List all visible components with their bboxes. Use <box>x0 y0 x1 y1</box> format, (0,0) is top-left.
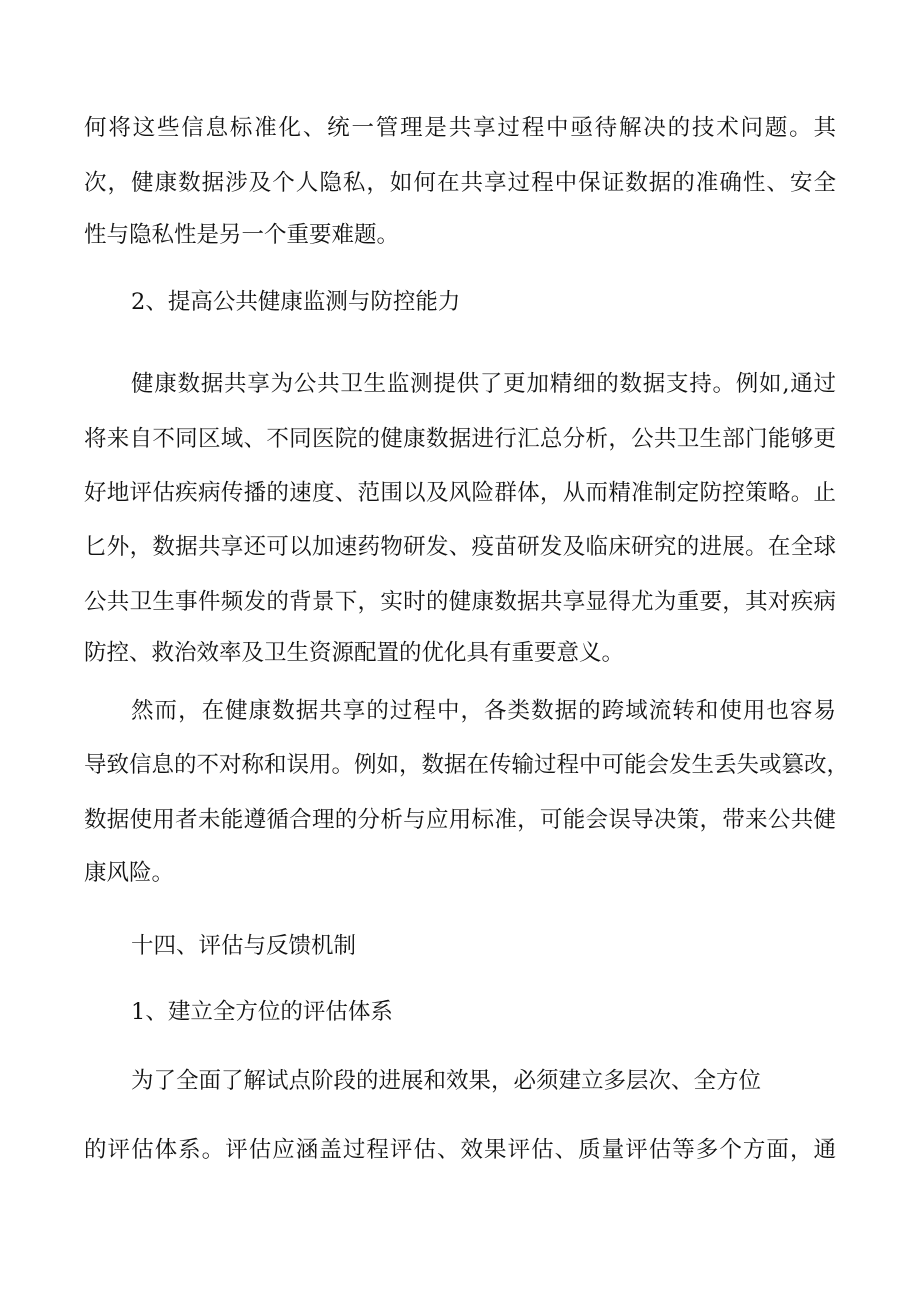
paragraph-line: 公共卫生事件频发的背景下，实时的健康数据共享显得尤为重要，其对疾病 <box>84 589 836 615</box>
paragraph-line: 的评估体系。评估应涵盖过程评估、效果评估、质量评估等多个方面，通 <box>84 1137 836 1163</box>
paragraph-line: 次，健康数据涉及个人隐私，如何在共享过程中保证数据的准确性、安全 <box>84 170 836 196</box>
section-heading: 十四、评估与反馈机制 <box>131 933 357 959</box>
subsection-heading: 1、建立全方位的评估体系 <box>131 999 393 1025</box>
paragraph-line: 数据使用者未能遵循合理的分析与应用标准，可能会误导决策，带来公共健 <box>84 807 836 833</box>
subsection-heading: 2、提高公共健康监测与防控能力 <box>131 289 461 315</box>
paragraph-line: 何将这些信息标准化、统一管理是共享过程中亟待解决的技术问题。其 <box>84 115 836 141</box>
paragraph-line: 然而，在健康数据共享的过程中，各类数据的跨域流转和使用也容易 <box>131 698 836 724</box>
paragraph-line: 将来自不同区域、不同医院的健康数据进行汇总分析，公共卫生部门能够更 <box>84 426 836 452</box>
paragraph-line: 性与隐私性是另一个重要难题。 <box>84 222 400 248</box>
paragraph-line: 康风险。 <box>84 860 175 886</box>
paragraph-line: 防控、救治效率及卫生资源配置的优化具有重要意义。 <box>84 640 625 666</box>
paragraph-line: 好地评估疾病传播的速度、范围以及风险群体，从而精准制定防控策略。止 <box>84 480 836 506</box>
paragraph-line: 导致信息的不对称和误用。例如，数据在传输过程中可能会发生丢失或篡改， <box>84 752 850 778</box>
paragraph-line: 健康数据共享为公共卫生监测提供了更加精细的数据支持。例如,通过 <box>131 371 836 397</box>
paragraph-line: 匕外，数据共享还可以加速药物研发、疫苗研发及临床研究的进展。在全球 <box>84 534 836 560</box>
paragraph-line: 为了全面了解试点阶段的进展和效果，必须建立多层次、全方位 <box>131 1068 762 1094</box>
